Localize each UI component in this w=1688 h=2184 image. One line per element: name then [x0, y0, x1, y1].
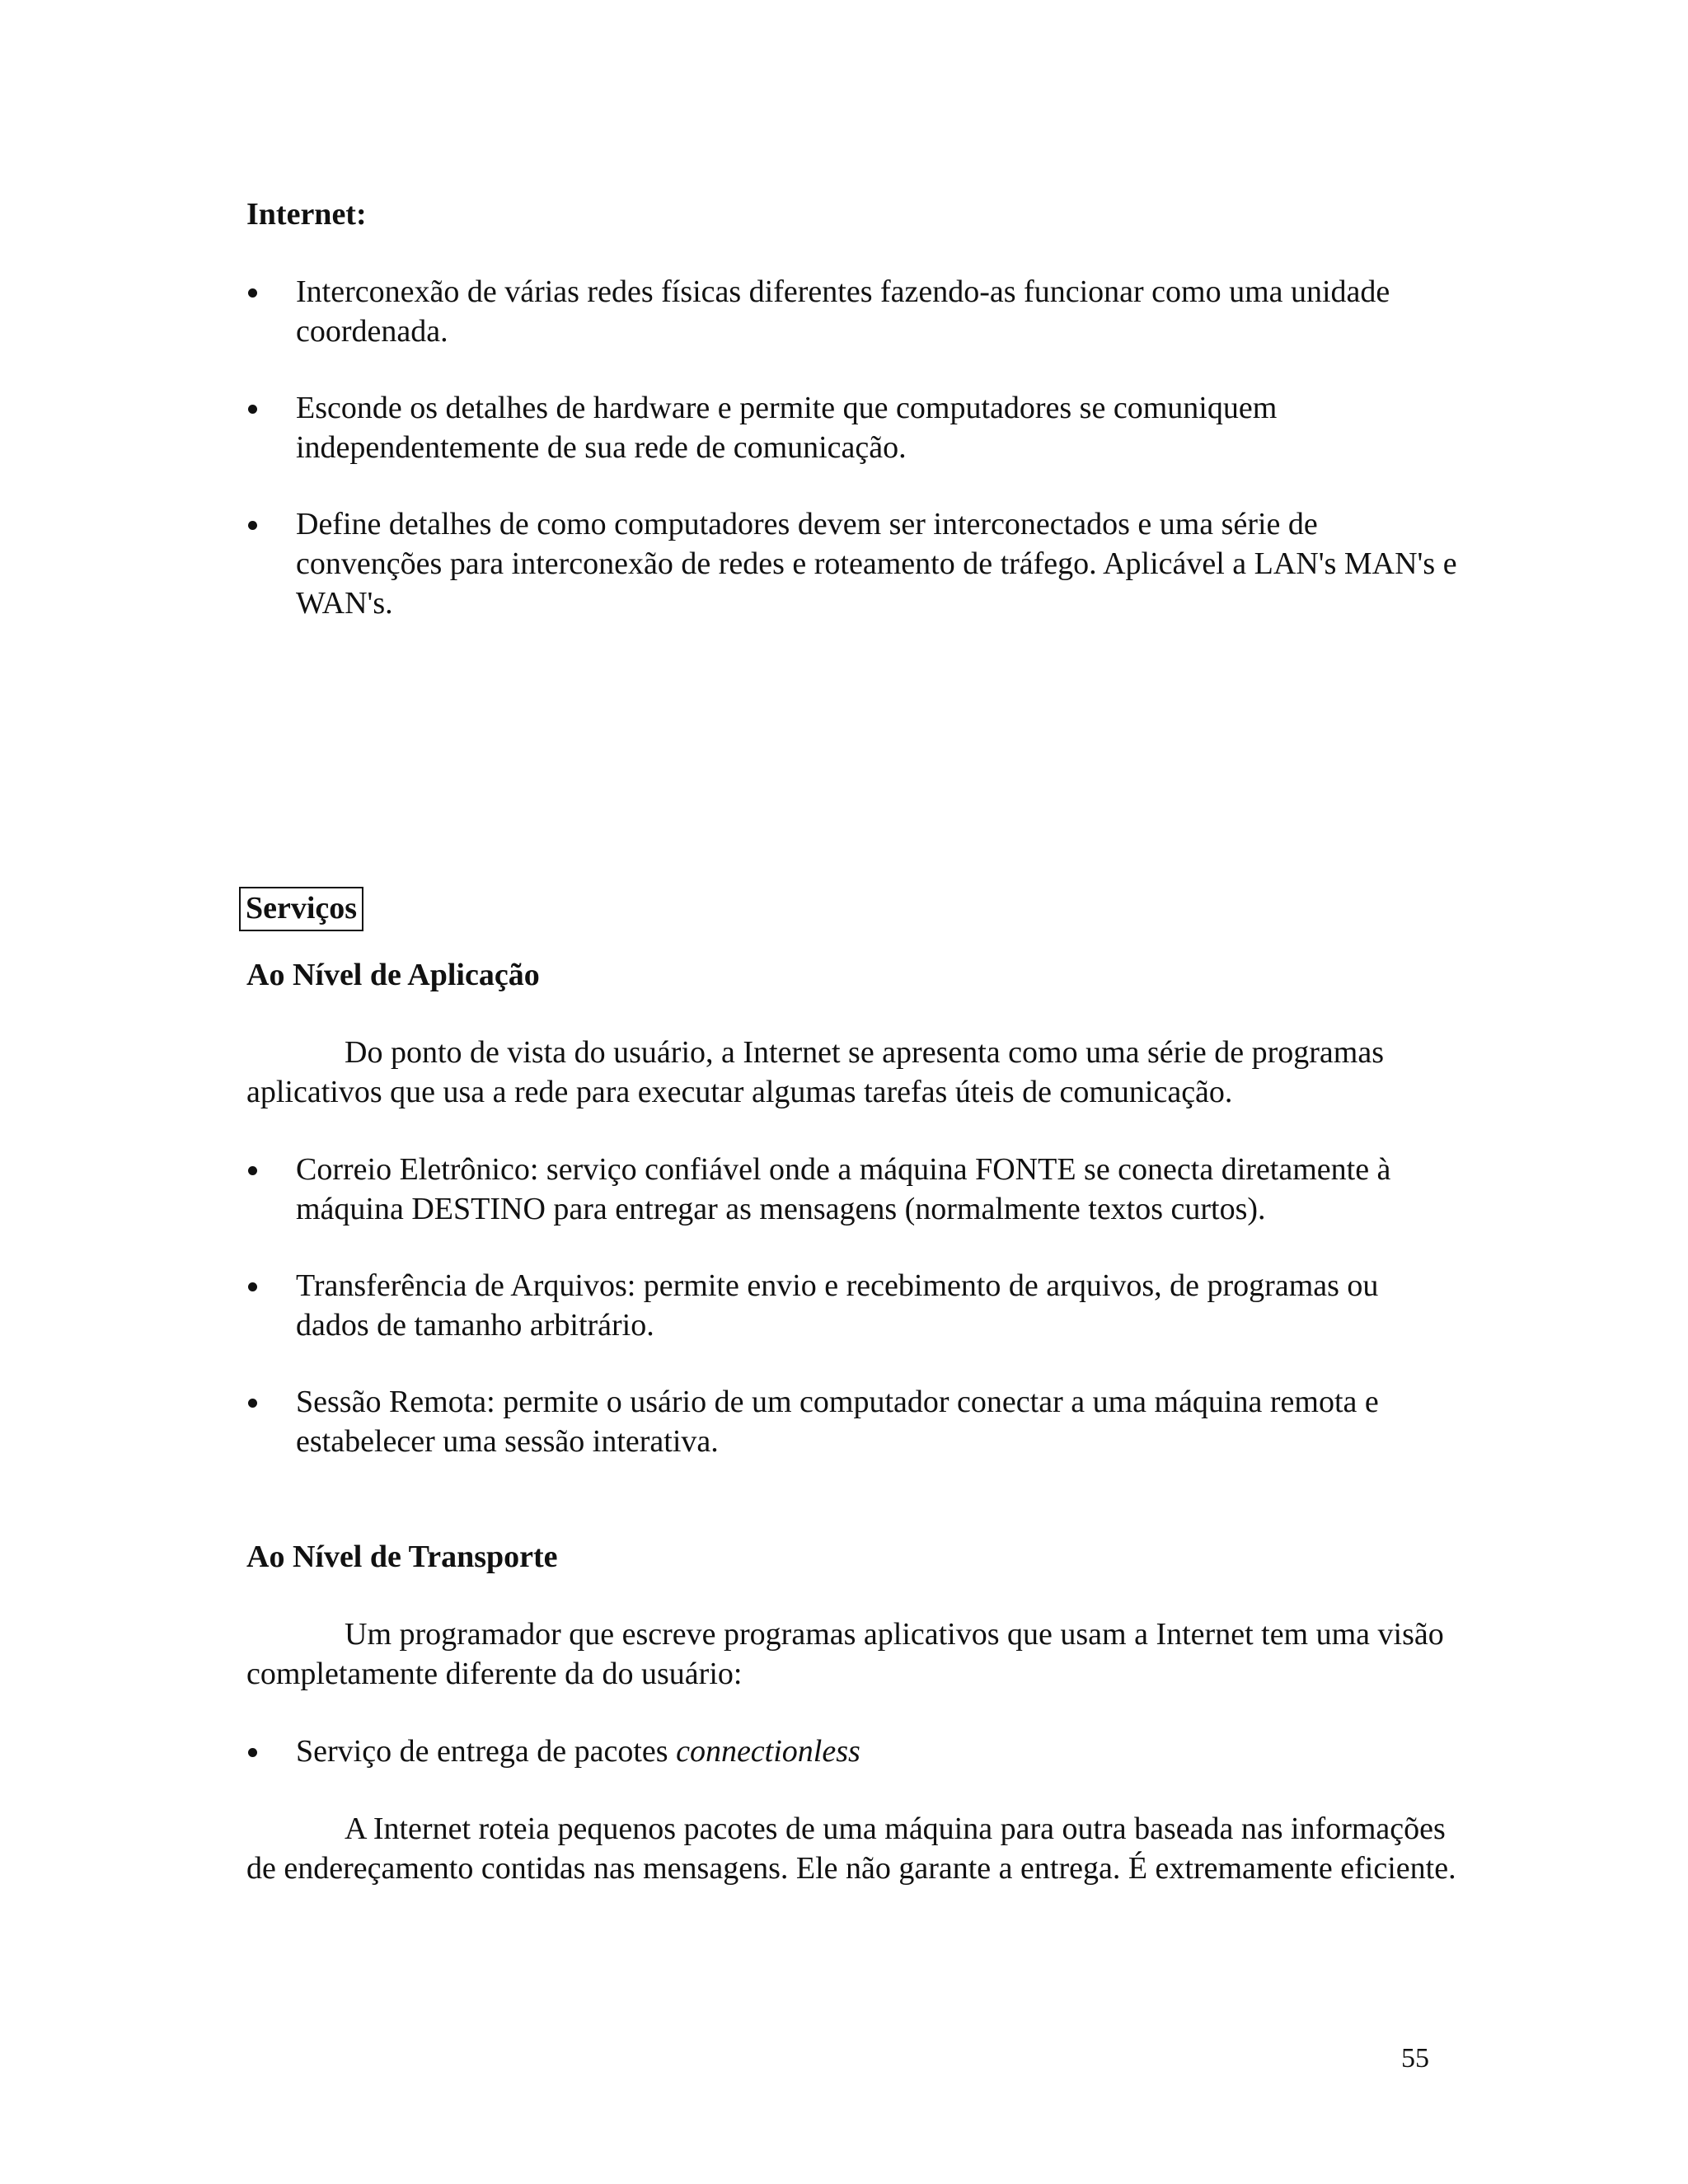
transport-intro-paragraph: Um programador que escreve programas aplicativos que usam a Internet tem uma visão completamente diferente da do usuário:: [246, 1617, 1444, 1691]
list-item-text: Define detalhes de como computadores devem ser interconectados e uma série de convenções para interconexão de redes e roteamento de tráfego. Aplicável a LAN's MAN's e WAN's.: [296, 507, 1457, 621]
list-item: [246, 1266, 1458, 1345]
list-item: [246, 504, 1458, 623]
list-item: [246, 1150, 1458, 1229]
closing-paragraph: A Internet roteia pequenos pacotes de uma máquina para outra baseada nas informações de endereçamento contidas nas mensagens. Ele não garante a entrega. É extremamente eficiente.: [246, 1811, 1456, 1886]
list-item: [246, 272, 1458, 351]
list-item-text: Interconexão de várias redes físicas diferentes fazendo-as funcionar como uma unidade coordenada.: [296, 274, 1390, 349]
application-level-subheading: Ao Nível de Aplicação: [246, 958, 540, 992]
application-intro-paragraph: Do ponto de vista do usuário, a Internet se apresenta como uma série de programas aplicativos que usa a rede para executar algumas tarefas úteis de comunicação.: [246, 1035, 1384, 1109]
page-number: 55: [1401, 2043, 1429, 2074]
transport-level-subheading: Ao Nível de Transporte: [246, 1540, 558, 1574]
connectionless-term: connectionless: [676, 1734, 860, 1769]
list-item-text-regular: Serviço de entrega de pacotes: [296, 1734, 677, 1769]
list-item: [246, 388, 1458, 467]
list-item-text: Esconde os detalhes de hardware e permite que computadores se comuniquem independentemente de sua rede de comunicação.: [296, 391, 1278, 465]
servicos-heading: Serviços: [239, 887, 363, 931]
internet-heading: Internet:: [246, 197, 367, 232]
list-item-text: [296, 1732, 1458, 1771]
list-item: [246, 1382, 1458, 1461]
list-item: [246, 1732, 1458, 1771]
list-item-text: Correio Eletrônico: serviço confiável onde a máquina FONTE se conecta diretamente à máquina DESTINO para entregar as mensagens (normalmente textos curtos).: [296, 1152, 1391, 1226]
list-item-text: Sessão Remota: permite o usário de um computador conectar a uma máquina remota e estabelecer uma sessão interativa.: [296, 1385, 1379, 1459]
list-item-text: Transferência de Arquivos: permite envio e recebimento de arquivos, de programas ou dados de tamanho arbitrário.: [296, 1268, 1379, 1343]
